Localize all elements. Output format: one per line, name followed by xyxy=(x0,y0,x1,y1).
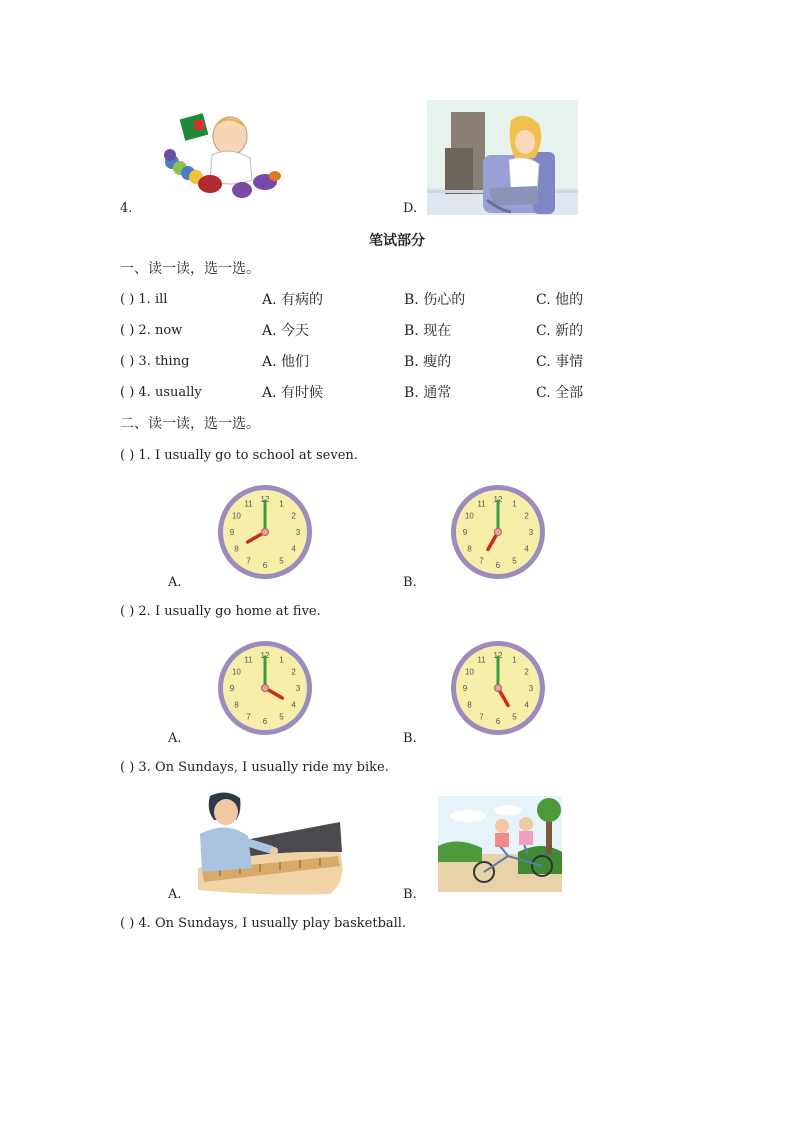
part2-heading: 二、读一读，选一选。 xyxy=(120,416,260,432)
clock-numeral: 2 xyxy=(524,511,529,521)
question-1-text: ( ) 1. I usually go to school at seven. xyxy=(120,448,358,463)
clock-numeral: 6 xyxy=(262,561,268,570)
option-c: C. 事情 xyxy=(536,354,584,370)
clock-numeral: 9 xyxy=(462,684,468,693)
option-a-label: A. xyxy=(168,887,182,902)
clock-picture xyxy=(448,638,548,738)
clock-numeral: 1 xyxy=(512,655,517,665)
clock-numeral: 10 xyxy=(231,667,241,677)
kids-riding-bike-picture xyxy=(438,796,562,892)
clock-numeral: 12 xyxy=(493,651,503,660)
option-a: A. 他们 xyxy=(262,354,310,370)
clock-numeral: 3 xyxy=(295,528,301,537)
clock-center xyxy=(262,685,269,692)
clock-numeral: 12 xyxy=(493,495,503,504)
clock-numeral: 5 xyxy=(279,556,284,566)
clock-numeral: 9 xyxy=(229,684,235,693)
question-4-text: ( ) 4. On Sundays, I usually play basketball. xyxy=(120,916,407,931)
option-c: C. 全部 xyxy=(536,385,584,401)
clock-numeral: 6 xyxy=(262,717,268,726)
option-b-label: B. xyxy=(403,575,417,590)
clock-numeral: 12 xyxy=(260,495,270,504)
clock-numeral: 5 xyxy=(512,712,517,722)
clock-numeral: 3 xyxy=(528,528,534,537)
clock-center xyxy=(495,529,502,536)
option-b-label: B. xyxy=(403,887,417,902)
clock-numeral: 8 xyxy=(234,544,239,554)
clock-numeral: 7 xyxy=(479,556,484,566)
sad-girl-picture xyxy=(427,100,578,215)
option-4-label: 4. xyxy=(120,201,133,216)
clock-numeral: 5 xyxy=(279,712,284,722)
question-text: ( ) 4. usually xyxy=(120,385,202,400)
clock-numeral: 4 xyxy=(524,700,529,710)
clock-center xyxy=(262,529,269,536)
option-a-label: A. xyxy=(168,575,182,590)
clock-center xyxy=(495,685,502,692)
clock-numeral: 12 xyxy=(260,651,270,660)
section-title: 笔试部分 xyxy=(369,233,425,249)
clock-numeral: 8 xyxy=(467,544,472,554)
question-3-text: ( ) 3. On Sundays, I usually ride my bike. xyxy=(120,760,389,775)
clock-numeral: 2 xyxy=(291,511,296,521)
clock-picture xyxy=(215,638,315,738)
question-2-text: ( ) 2. I usually go home at five. xyxy=(120,604,321,619)
clock-numeral: 6 xyxy=(495,561,501,570)
clock-numeral: 9 xyxy=(229,528,235,537)
option-a: A. 今天 xyxy=(262,323,310,339)
option-b: B. 通常 xyxy=(404,385,452,401)
clock-numeral: 6 xyxy=(495,717,501,726)
clock-numeral: 4 xyxy=(291,700,296,710)
clock-numeral: 11 xyxy=(477,499,486,509)
clock-numeral: 4 xyxy=(291,544,296,554)
clock-numeral: 11 xyxy=(244,655,253,665)
clock-numeral: 2 xyxy=(291,667,296,677)
clock-numeral: 1 xyxy=(512,499,517,509)
clock-numeral: 8 xyxy=(234,700,239,710)
clock-numeral: 3 xyxy=(528,684,534,693)
option-b-label: B. xyxy=(403,731,417,746)
clock-numeral: 1 xyxy=(279,499,284,509)
part1-heading: 一、读一读，选一选。 xyxy=(120,261,260,277)
option-b: B. 瘦的 xyxy=(404,354,452,370)
question-text: ( ) 3. thing xyxy=(120,354,190,369)
clock-numeral: 10 xyxy=(464,667,474,677)
clock-numeral: 2 xyxy=(524,667,529,677)
option-c: C. 新的 xyxy=(536,323,584,339)
option-d-label: D. xyxy=(403,201,418,216)
clock-numeral: 9 xyxy=(462,528,468,537)
clock-picture xyxy=(215,482,315,582)
option-c: C. 他的 xyxy=(536,292,584,308)
clock-numeral: 3 xyxy=(295,684,301,693)
clock-picture xyxy=(448,482,548,582)
clock-numeral: 11 xyxy=(477,655,486,665)
clock-numeral: 1 xyxy=(279,655,284,665)
clock-numeral: 5 xyxy=(512,556,517,566)
clock-numeral: 10 xyxy=(231,511,241,521)
option-a: A. 有时候 xyxy=(262,385,324,401)
option-a-label: A. xyxy=(168,731,182,746)
man-playing-piano-picture xyxy=(190,790,345,896)
baby-playing-picture xyxy=(160,110,285,202)
question-text: ( ) 2. now xyxy=(120,323,183,338)
clock-numeral: 11 xyxy=(244,499,253,509)
clock-numeral: 4 xyxy=(524,544,529,554)
clock-numeral: 10 xyxy=(464,511,474,521)
clock-numeral: 7 xyxy=(479,712,484,722)
option-b: B. 现在 xyxy=(404,323,452,339)
question-text: ( ) 1. ill xyxy=(120,292,168,307)
clock-numeral: 8 xyxy=(467,700,472,710)
option-a: A. 有病的 xyxy=(262,292,324,308)
clock-numeral: 7 xyxy=(246,712,251,722)
clock-numeral: 7 xyxy=(246,556,251,566)
option-b: B. 伤心的 xyxy=(404,292,466,308)
